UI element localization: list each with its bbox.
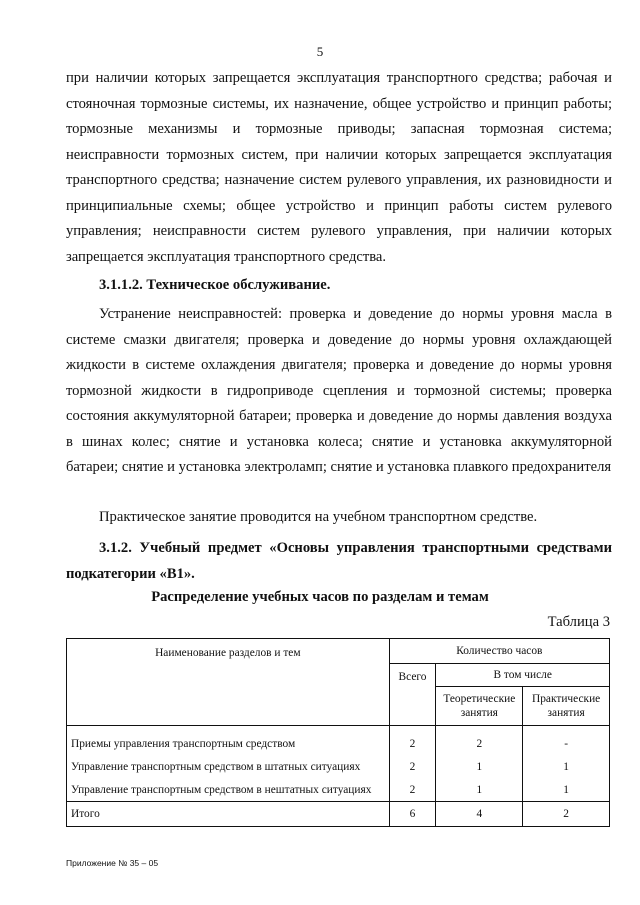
heading-maintenance: 3.1.1.2. Техническое обслуживание. <box>99 277 331 293</box>
total-theory: 4 <box>436 802 523 827</box>
row-name: Управление транспортным средством в штатных ситуациях <box>67 755 390 778</box>
page-number: 5 <box>316 44 324 59</box>
paragraph-practical-lesson: Практическое занятие проводится на учебном транспортном средстве. <box>99 509 538 525</box>
row-practice: 1 <box>523 778 610 802</box>
row-theory: 2 <box>436 726 523 756</box>
header-practice: Практические занятия <box>523 687 610 726</box>
row-practice: 1 <box>523 755 610 778</box>
header-name: Наименование разделов и тем <box>67 639 390 726</box>
header-theory: Теоретические занятия <box>436 687 523 726</box>
row-name: Управление транспортным средством в нештатных ситуациях <box>67 778 390 802</box>
total-hours: 6 <box>389 802 436 827</box>
header-total: Всего <box>389 664 436 726</box>
row-theory: 1 <box>436 755 523 778</box>
table-row <box>67 755 610 778</box>
row-total: 2 <box>389 726 436 756</box>
hours-table <box>66 638 610 827</box>
table-label: Таблица 3 <box>547 614 610 630</box>
row-theory: 1 <box>436 778 523 802</box>
total-name: Итого <box>67 802 390 827</box>
row-name: Приемы управления транспортным средством <box>67 726 390 756</box>
table-total-row <box>67 802 610 827</box>
header-including: В том числе <box>436 664 610 687</box>
table-row <box>67 726 610 756</box>
heading-subject-b1: 3.1.2. Учебный предмет «Основы управления транспортными средствами подкатегории «В1». <box>66 540 612 582</box>
total-practice: 2 <box>523 802 610 827</box>
paragraph-troubleshooting: Устранение неисправностей: проверка и доведение до нормы уровня масла в системе смазки двигателя; проверка и доведение до нормы уровня охлаждающей жидкости в системе охлаждения двигателя; проверка и доведение до нормы уровня тормозной жидкости в гидроприводе сцепления и тормозной системы; проверка состояния аккумуляторной батареи; проверка и доведение до нормы давления воздуха в шинах колес; снятие и установка колеса; снятие и установка аккумуляторной батареи; снятие и установка электроламп; снятие и установка плавкого предохранителя <box>66 306 612 475</box>
table-title: Распределение учебных часов по разделам и темам <box>151 589 489 605</box>
footer-appendix-note: Приложение № 35 – 05 <box>66 858 159 868</box>
paragraph-brake-steering: при наличии которых запрещается эксплуатация транспортного средства; рабочая и стояночная тормозные системы, их назначение, общее устройство и принцип работы; тормозные механизмы и тормозные приводы; запасная тормозная система; неисправности тормозных систем, при наличии которых запрещается эксплуатация транспортного средства; назначение систем рулевого управления, их разновидности и принципиальные схемы; общее устройство и принцип работы систем рулевого управления; неисправности систем рулевого управления, при наличии которых запрещается эксплуатация транспортного средства. <box>66 70 612 265</box>
row-total: 2 <box>389 755 436 778</box>
row-total: 2 <box>389 778 436 802</box>
row-practice: - <box>523 726 610 756</box>
header-hours: Количество часов <box>389 639 609 664</box>
table-row <box>67 778 610 802</box>
